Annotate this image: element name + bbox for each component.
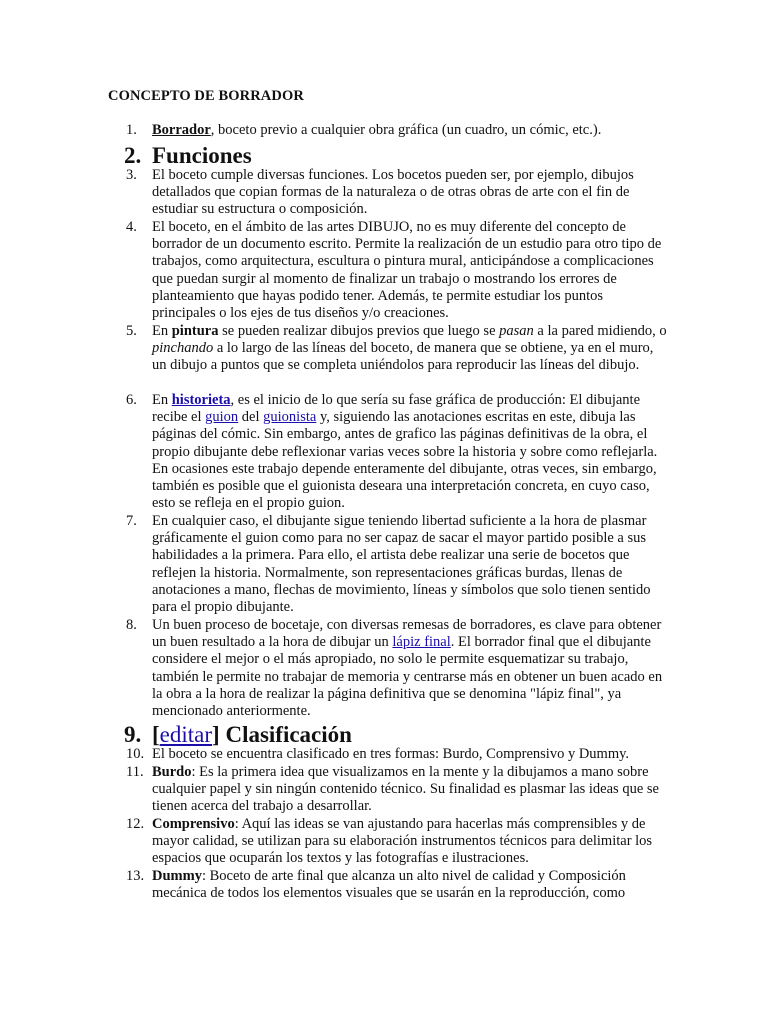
item-text: En pintura se pueden realizar dibujos previos que luego se pasan a la pared midiendo, o pinchando a lo largo de las líneas del boceto, de manera que se obtiene, ya en el muro, un dibujo a puntos que se completa uniéndolos para reproducir las líneas del dibujo.: [152, 323, 667, 374]
item-number: 5.: [126, 323, 137, 339]
link-guion[interactable]: guion: [205, 409, 239, 426]
list-item: [108, 513, 668, 616]
item-number: 11.: [126, 764, 144, 780]
term-burdo: Burdo: [152, 764, 192, 780]
item-number: 9.: [124, 722, 142, 747]
item-text: En historieta, es el inicio de lo que sería su fase gráfica de producción: El dibujante recibe el guion del guionista y, siguiendo las anotaciones escritas en este, dibuja las páginas del cómic. Sin embargo, antes de grafico las páginas definitivas de la obra, el propio dibujante debe reflexionar varias veces sobre la historia y sobre como reflejarla. En ocasiones este trabajo depende enteramente del dibujante, otras veces, sin embargo, también es posible que el guionista deseara una interpretación concreta, en cuyo caso, esto se refleja en el propio guion.: [152, 392, 658, 512]
list-item: [108, 617, 668, 720]
item-number: 10.: [126, 746, 145, 762]
item-number: 7.: [126, 513, 137, 529]
emphasis: pasan: [499, 323, 534, 339]
item-number: 1.: [126, 122, 137, 138]
heading-text: [editar] Clasificación: [152, 722, 352, 747]
item-text: , boceto previo a cualquier obra gráfica (un cuadro, un cómic, etc.).: [210, 122, 602, 138]
edit-link[interactable]: editar: [159, 722, 213, 747]
list-item: [108, 323, 668, 375]
item-text: Dummy: Boceto de arte final que alcanza un alto nivel de calidad y Composición mecánica de todos los elementos visuales que se usarán en la reproducción, como: [152, 868, 626, 902]
item-text: El boceto cumple diversas funciones. Los bocetos pueden ser, por ejemplo, dibujos detallados que copian formas de la naturaleza o de otras obras de arte con el fin de estudiar su estructura o composición.: [152, 167, 634, 218]
term-comprensivo: Comprensivo: [152, 816, 235, 832]
emphasis: pinchando: [152, 340, 214, 357]
link-lapiz-final[interactable]: lápiz final: [392, 634, 451, 651]
list-item: [108, 167, 668, 219]
list-item: [108, 816, 668, 868]
item-number: 3.: [126, 167, 137, 183]
list-item: [108, 122, 668, 139]
list-item: [108, 219, 668, 322]
item-text: El boceto se encuentra clasificado en tres formas: Burdo, Comprensivo y Dummy.: [152, 746, 630, 762]
document-title: CONCEPTO DE BORRADOR: [108, 88, 304, 104]
section-heading-funciones: [108, 143, 668, 169]
term-dummy: Dummy: [152, 868, 202, 884]
item-number: 13.: [126, 868, 145, 884]
list-item: [108, 392, 668, 512]
link-guionista[interactable]: guionista: [263, 409, 317, 426]
item-number: 4.: [126, 219, 137, 235]
item-text: En cualquier caso, el dibujante sigue teniendo libertad suficiente a la hora de plasmar gráficamente el guion como para no ser capaz de sacar el mayor partido posible a sus habilidades a la primera. Para ello, el artista debe realizar una serie de bocetos que reflejen la historia. Normalmente, son representaciones gráficas burdas, llenas de anotaciones a mano, flechas de movimiento, líneas y símbolos que solo tienen sentido para el propio dibujante.: [152, 513, 651, 616]
term-pintura: pintura: [171, 323, 219, 339]
heading-text: Funciones: [152, 143, 252, 168]
section-heading-clasificacion: [108, 722, 668, 748]
item-text: Comprensivo: Aquí las ideas se van ajustando para hacerlas más comprensibles y de mayor calidad, se utilizan para su elaboración instrumentos técnicos para delimitar los espacios que ocuparán los textos y las fotografías e ilustraciones.: [152, 816, 653, 867]
list-item: [108, 868, 668, 902]
item-number: 12.: [126, 816, 145, 832]
item-text: Un buen proceso de bocetaje, con diversas remesas de borradores, es clave para obtener un buen resultado a la hora de dibujar un lápiz final. El borrador final que el dibujante considere el mejor o el más apropiado, no solo le permite esquematizar su trabajo, también le permite no trabajar de memoria y centrarse más en obtener un buen acado en la obra a la hora de realizar la página definitiva que se denomina "lápiz final", ya mencionado anteriormente.: [152, 617, 663, 720]
item-number: 8.: [126, 617, 137, 633]
list-item: [108, 764, 668, 816]
item-text: El boceto, en el ámbito de las artes DIBUJO, no es muy diferente del concepto de borrador de un documento escrito. Permite la realización de un estudio para otro tipo de trabajos, como arquitectura, escultura o pintura mural, anticipándose a complicaciones que puedan surgir al momento de finalizar un trabajo o mostrando los errores de planteamiento que hayas podido tener. Además, te permite estudiar los puntos principales o los ejes de tus diseños y/o creaciones.: [152, 219, 662, 322]
term-borrador: Borrador: [152, 122, 211, 138]
item-number: 6.: [126, 392, 137, 408]
list-item: [108, 746, 668, 763]
item-number: 2.: [124, 143, 142, 168]
item-text: Burdo: Es la primera idea que visualizamos en la mente y la dibujamos a mano sobre cualquier papel y sin ningún contenido técnico. Su finalidad es plasmar las ideas que se tienen acerca del trabajo a desarrollar.: [152, 764, 659, 815]
link-historieta[interactable]: historieta: [171, 392, 231, 408]
